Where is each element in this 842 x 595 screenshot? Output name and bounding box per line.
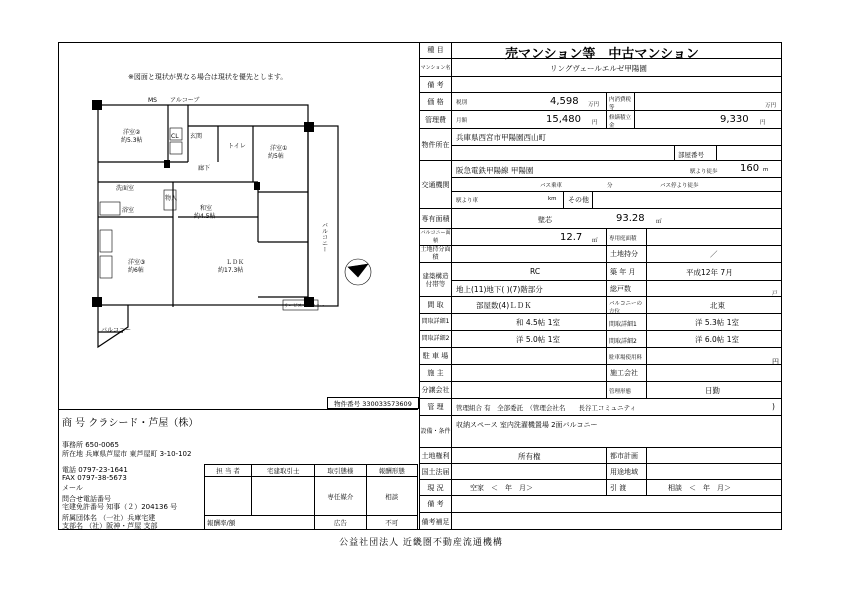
row-note2 bbox=[420, 513, 782, 530]
stamp-header-1: 担 当 者 bbox=[205, 465, 252, 477]
row-facility bbox=[420, 416, 782, 448]
detail2-a: 洋 5.0帖 1室 bbox=[516, 335, 560, 344]
hallway-label: 廊下 bbox=[198, 165, 211, 172]
agent-assoc: 所属団体名 （一社）兵庫宅建 bbox=[62, 514, 156, 522]
row-builder bbox=[420, 365, 782, 382]
walk-label: 駅より徒歩 bbox=[690, 169, 718, 175]
row-status bbox=[420, 480, 782, 496]
service-balcony-label: サービスバルコニー bbox=[284, 304, 325, 309]
mgmt-type-label: 管理形態 bbox=[609, 389, 632, 395]
row-seller bbox=[420, 382, 782, 399]
detail2-b-label: 間取詳細2 bbox=[609, 338, 637, 345]
alcove-label: アルコーブ bbox=[170, 97, 200, 104]
balcony-area-unit: ㎡ bbox=[592, 238, 598, 244]
bus-label: バス乗車 bbox=[540, 183, 563, 189]
land-share-label: 土地持分面積 bbox=[420, 246, 451, 261]
mgmt2-label: 管 理 bbox=[420, 399, 452, 415]
row-remarks bbox=[420, 77, 782, 93]
land-right-type-label: 土地権利 bbox=[420, 448, 452, 463]
land-right-value: ／ bbox=[710, 250, 718, 259]
bus-unit: 分 bbox=[607, 183, 613, 189]
stamp-header-4: 報酬形態 bbox=[366, 465, 417, 477]
row-layout bbox=[420, 297, 782, 314]
row-structure bbox=[420, 263, 782, 297]
name-label: マンション名 bbox=[420, 59, 452, 76]
km-unit: km bbox=[548, 196, 557, 202]
other-label: その他 bbox=[568, 196, 589, 204]
private-garden-label: 専用庭面積 bbox=[609, 236, 637, 242]
mgmt-value: 15,480 bbox=[546, 114, 581, 125]
balcony-area-label: バルコニー面積 bbox=[420, 230, 451, 244]
struct-label: 建築構造付帯等 bbox=[420, 263, 452, 296]
built-label: 築 年 月 bbox=[610, 268, 636, 276]
tax-label: 内消費税等 bbox=[609, 97, 632, 111]
row-detail1 bbox=[420, 314, 782, 331]
row-mgmt2: 管 理 管理組合 有 全部委託 （管理会社名 長谷工コミュニティ ) bbox=[420, 399, 782, 416]
western3-label: 洋室③ bbox=[128, 259, 146, 266]
western1-label: 洋室① bbox=[270, 145, 288, 152]
agent-contact: 問合せ電話番号 bbox=[62, 495, 111, 503]
row-detail2 bbox=[420, 331, 782, 348]
parking-label: 駐 車 場 bbox=[420, 348, 452, 364]
balcony-area-value: 12.7 bbox=[560, 232, 583, 243]
area-sub: 壁芯 bbox=[538, 216, 552, 224]
ldk-size: 約17.3帖 bbox=[218, 267, 244, 274]
report-rate: 報酬率/額 bbox=[205, 516, 315, 530]
storage-label: 物入 bbox=[165, 195, 178, 202]
zone-label: 用途地域 bbox=[610, 468, 638, 476]
detail1-b: 洋 5.3帖 1室 bbox=[695, 318, 739, 327]
direction-value: 北東 bbox=[710, 301, 725, 310]
location-label: 物件所在 bbox=[420, 129, 452, 160]
stamp-value-1 bbox=[205, 477, 252, 516]
agent-branch: 支部名 （社）阪神・芦屋 支部 bbox=[62, 522, 158, 530]
area-value: 93.28 bbox=[616, 213, 645, 224]
type-value: 売マンション等 中古マンション bbox=[505, 47, 699, 62]
total-units-unit: 戸 bbox=[772, 291, 778, 297]
cl-label: CL bbox=[171, 133, 179, 140]
repair-label: 修繕積立金 bbox=[609, 115, 632, 129]
row-balcony-area bbox=[420, 229, 782, 246]
detail1-b-label: 間取詳細1 bbox=[609, 321, 637, 328]
built-value: 平成12年 7月 bbox=[686, 268, 733, 277]
area-label: 専有面積 bbox=[420, 209, 452, 228]
agent-mail: メール bbox=[62, 484, 83, 492]
city-plan-label: 都市計画 bbox=[610, 452, 638, 460]
agent-license: 宅建免許番号 知事（２）204136 号 bbox=[62, 503, 178, 511]
plan-note: ※図面と現状が異なる場合は現状を優先とします。 bbox=[128, 73, 288, 81]
builder-label: 施 主 bbox=[420, 365, 452, 381]
seller-label: 分譲会社 bbox=[420, 382, 452, 398]
stamp-value-2 bbox=[252, 477, 315, 516]
mgmt-label: 管理費 bbox=[420, 111, 452, 128]
transport-label: 交通機関 bbox=[420, 161, 452, 208]
row-land-right bbox=[420, 448, 782, 464]
location-value: 兵庫県西宮市甲陽園西山町 bbox=[456, 133, 546, 142]
property-table bbox=[420, 42, 782, 530]
detail1-label: 間取詳細1 bbox=[420, 314, 452, 330]
price-sub: 税別 bbox=[456, 100, 468, 106]
floor-plan bbox=[58, 42, 418, 397]
western1-size: 約5帖 bbox=[268, 153, 284, 160]
repair-unit: 円 bbox=[760, 120, 766, 126]
ms-label: MS bbox=[148, 97, 157, 104]
footer: 公益社団法人 近畿圏不動産流通機構 bbox=[339, 538, 503, 548]
detail1-a: 和 4.5帖 1室 bbox=[516, 318, 560, 327]
mgmt-unit: 円 bbox=[592, 120, 598, 126]
western3-size: 約6帖 bbox=[128, 267, 144, 274]
ad-value: 不可 bbox=[366, 516, 417, 530]
line-value: 阪急電鉄甲陽線 甲陽園 bbox=[456, 166, 534, 175]
walk-unit: m bbox=[763, 167, 769, 173]
price-value: 4,598 bbox=[550, 96, 579, 107]
contractor-label: 施工会社 bbox=[610, 369, 638, 377]
row-land-law bbox=[420, 464, 782, 480]
row-price bbox=[420, 93, 782, 111]
land-law-label: 国土法届 bbox=[420, 464, 452, 479]
stamp-value-3: 専任媒介 bbox=[315, 477, 366, 516]
mgmt-type-value: 日勤 bbox=[705, 386, 720, 395]
western2-size: 約5.3帖 bbox=[121, 137, 143, 144]
stamp-header-2: 宅建取引士 bbox=[252, 465, 315, 477]
price-label: 価 格 bbox=[420, 93, 452, 110]
direction-label: バルコニーの方位 bbox=[609, 301, 643, 315]
mgmt-sub: 月額 bbox=[456, 118, 468, 124]
bath-label: 浴室 bbox=[122, 207, 135, 214]
detail2-b: 洋 6.0帖 1室 bbox=[695, 335, 739, 344]
status-value: 空家 ＜ 年 月＞ bbox=[470, 484, 533, 492]
handover-label: 引 渡 bbox=[610, 484, 627, 492]
left-panel bbox=[58, 42, 420, 530]
agent-tel: 電話 0797-23-1641 bbox=[62, 466, 128, 474]
layout-label: 間 取 bbox=[420, 297, 452, 313]
row-location bbox=[420, 129, 782, 161]
handover-value: 相談 ＜ 年 月＞ bbox=[668, 484, 731, 492]
agent-company: 商 号 クラシード・芦屋（株） bbox=[62, 418, 199, 429]
stamp-value-4: 相談 bbox=[366, 477, 417, 516]
row-note bbox=[420, 496, 782, 513]
row-mgmt bbox=[420, 111, 782, 129]
bukken-number: 物件番号 330033573609 bbox=[327, 397, 419, 409]
struct-value: RC bbox=[530, 267, 541, 276]
row-type bbox=[420, 42, 782, 62]
area-unit: ㎡ bbox=[656, 219, 662, 225]
entrance-label: 玄関 bbox=[190, 133, 203, 140]
facility-label: 設備・条件 bbox=[420, 416, 452, 447]
row-area bbox=[420, 209, 782, 229]
floors-value: 地上(11)地下( )(7)階部分 bbox=[456, 285, 543, 294]
status-label: 現 況 bbox=[420, 480, 452, 495]
bus-walk: バス停より徒歩 bbox=[660, 183, 699, 189]
station-car: 駅より車 bbox=[456, 198, 479, 204]
toilet-label: トイレ bbox=[228, 143, 246, 150]
japanese-size: 約4.5帖 bbox=[194, 213, 216, 220]
room-label: 部屋番号 bbox=[678, 151, 704, 159]
price-unit: 万円 bbox=[588, 102, 600, 108]
stamp-header-3: 取引態様 bbox=[315, 465, 366, 477]
note-label: 備 考 bbox=[420, 496, 452, 512]
ad-label: 広告 bbox=[315, 516, 366, 530]
repair-value: 9,330 bbox=[720, 114, 749, 125]
balcony-side-label: バルコニー bbox=[320, 222, 328, 252]
parking-fee-unit: 円 bbox=[772, 358, 779, 366]
ldk-label: ＬＤＫ bbox=[226, 259, 245, 266]
detail2-label: 間取詳細2 bbox=[420, 331, 452, 347]
land-right-label: 土地持分 bbox=[610, 250, 638, 258]
row-name bbox=[420, 59, 782, 77]
facility-value: 収納スペース 室内洗濯機置場 2面バルコニー bbox=[456, 421, 598, 429]
agent-fax: FAX 0797-38-5673 bbox=[62, 474, 127, 482]
walk-value: 160 bbox=[740, 163, 760, 174]
remarks-label: 備 考 bbox=[420, 77, 452, 92]
agent-address: 所在地 兵庫県芦屋市 東芦屋町 3-10-102 bbox=[62, 450, 192, 458]
row-parking bbox=[420, 348, 782, 365]
parking-fee-label: 駐車場使用料 bbox=[609, 355, 643, 361]
tax-unit: 万円 bbox=[765, 103, 777, 109]
total-units-label: 総戸数 bbox=[610, 285, 631, 293]
agent-office: 事務所 650-0065 bbox=[62, 441, 119, 449]
type-label: 種 目 bbox=[420, 42, 452, 58]
layout-value: 部屋数(4)ＬＤＫ bbox=[476, 301, 532, 310]
japanese-label: 和室 bbox=[200, 205, 213, 212]
western2-label: 洋室② bbox=[123, 129, 141, 136]
note2-label: 備考補足 bbox=[420, 513, 452, 530]
mgmt2-value: 管理組合 有 全部委託 （管理会社名 長谷工コミュニティ bbox=[456, 404, 637, 412]
row-transport bbox=[420, 161, 782, 209]
stamp-box bbox=[204, 464, 418, 530]
balcony-bottom-label: バルコニー bbox=[101, 327, 132, 334]
land-right-type-value: 所有権 bbox=[518, 452, 541, 461]
washroom-label: 洗面室 bbox=[116, 185, 135, 192]
row-land-share bbox=[420, 246, 782, 263]
name-value: リングヴェールエルゼ甲陽園 bbox=[550, 64, 647, 73]
